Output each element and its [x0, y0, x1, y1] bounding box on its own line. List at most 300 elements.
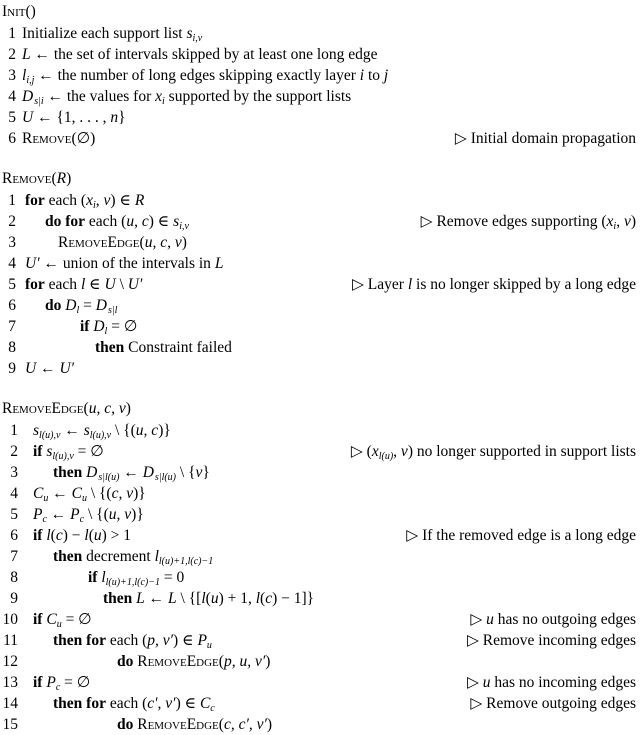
code-text — [53, 693, 215, 714]
procedure-name: Remove — [22, 130, 72, 147]
text-run: = ∅ — [60, 674, 91, 691]
text-run: l — [84, 527, 89, 544]
text-run: ▷ Remove outgoing edges — [470, 695, 636, 712]
text-run: D — [93, 318, 105, 335]
text-run: l — [46, 527, 51, 544]
text-run: C — [46, 611, 57, 628]
text-run: s — [83, 422, 90, 439]
keyword: for — [25, 192, 45, 209]
text-run: ) — [266, 716, 273, 733]
text-run: each ( — [105, 695, 148, 712]
text-run: c — [79, 514, 85, 525]
code-text — [53, 630, 212, 651]
keyword: if — [33, 527, 47, 544]
text-run: u — [210, 590, 219, 607]
text-run: U — [22, 109, 34, 126]
keyword: do for — [45, 213, 86, 230]
text-run: s — [186, 25, 193, 42]
procedure-name: Init — [2, 3, 26, 20]
text-run: = ∅ — [61, 611, 92, 628]
text-run: s — [33, 422, 40, 439]
line-number: 3 — [8, 234, 16, 251]
code-line — [0, 128, 640, 149]
code-text — [117, 714, 272, 735]
text-run: ) ∈ — [110, 192, 135, 209]
text-run: u — [486, 611, 494, 628]
comment — [449, 128, 636, 149]
comment — [346, 274, 636, 295]
procedure-title — [0, 398, 640, 420]
text-run: l — [407, 276, 413, 293]
code-text — [33, 504, 144, 525]
text-run: ▷ If the removed edge is a long edge — [406, 527, 636, 544]
text-run: )} — [131, 506, 144, 523]
text-run: L — [136, 590, 145, 607]
line-number: 4 — [10, 485, 18, 502]
line-number: 10 — [2, 611, 18, 628]
text-run: l(u),v — [89, 430, 112, 441]
code-text — [33, 420, 171, 441]
code-text — [95, 337, 232, 358]
text-run: u — [206, 640, 212, 651]
text-run: decrement — [82, 548, 155, 565]
keyword: if — [33, 611, 47, 628]
text-run: ) ∈ — [148, 213, 174, 230]
text-run: ( — [51, 170, 57, 187]
text-run: ← {1, . . . , — [33, 109, 111, 126]
text-run: c, v — [111, 485, 134, 502]
code-text — [80, 316, 137, 337]
code-text — [33, 525, 131, 546]
text-run: supported by the support lists — [164, 88, 352, 105]
code-text — [45, 211, 189, 232]
text-run: \ {[ — [176, 590, 202, 607]
text-run: x — [86, 192, 93, 209]
text-run: ← the values for — [43, 88, 156, 105]
text-run: u — [56, 619, 62, 630]
text-run: l — [255, 590, 261, 607]
code-line — [0, 462, 640, 483]
procedure-remove — [0, 168, 640, 379]
text-run: P — [197, 632, 207, 649]
line-number: 8 — [8, 339, 16, 356]
line-number: 15 — [2, 716, 18, 733]
text-run: , — [134, 213, 142, 230]
code-line — [0, 525, 640, 546]
text-run: i,v — [179, 221, 189, 232]
code-text — [22, 23, 202, 44]
text-run: v — [195, 464, 203, 481]
text-run: u, v — [108, 506, 132, 523]
procedure-title — [0, 168, 640, 190]
keyword: do — [45, 297, 66, 314]
code-text — [33, 441, 104, 462]
line-number: 6 — [10, 527, 18, 544]
comment — [400, 525, 636, 546]
text-run: u — [126, 213, 135, 230]
code-line — [0, 714, 640, 735]
text-run: ) > 1 — [101, 527, 132, 544]
text-run: u — [43, 493, 49, 504]
code-line — [0, 630, 640, 651]
text-run: ∈ — [85, 276, 105, 293]
code-text — [88, 567, 184, 588]
text-run: } — [118, 109, 126, 126]
code-text — [22, 128, 95, 149]
text-run: p, v′ — [147, 632, 174, 649]
text-run: ) — [265, 653, 271, 670]
text-run: ▷ Remove edges supporting ( — [420, 213, 607, 230]
comment — [464, 609, 636, 630]
text-run: c, c′, v′ — [223, 716, 267, 733]
text-run: U — [104, 276, 116, 293]
code-line — [0, 441, 640, 462]
line-number: 7 — [10, 548, 18, 565]
keyword: then for — [53, 632, 106, 649]
code-line — [0, 609, 640, 630]
text-run: c — [265, 590, 273, 607]
line-number: 1 — [8, 25, 16, 42]
text-run: } — [202, 464, 210, 481]
text-run: ← — [144, 590, 169, 607]
code-line — [0, 337, 640, 358]
code-line — [0, 190, 640, 211]
code-line — [0, 211, 640, 232]
text-run: ) − 1]} — [272, 590, 315, 607]
text-run: i — [162, 96, 165, 107]
keyword: if — [88, 569, 102, 586]
code-text — [22, 86, 351, 107]
line-number: 4 — [8, 88, 16, 105]
text-run: Constraint failed — [124, 339, 232, 356]
text-run: c — [55, 527, 63, 544]
text-run: () — [25, 3, 36, 20]
text-run: ← union of the intervals in — [39, 255, 215, 272]
text-run: R — [134, 192, 145, 209]
text-run: v — [400, 443, 408, 460]
text-run: u, c — [135, 422, 159, 439]
procedure-remove-edge — [0, 398, 640, 735]
keyword: do — [117, 653, 138, 670]
code-line — [0, 295, 640, 316]
line-number: 6 — [8, 297, 16, 314]
text-run: \ {( — [86, 485, 112, 502]
code-text — [45, 295, 117, 316]
text-run: ) − — [62, 527, 85, 544]
text-run: ( — [50, 527, 56, 544]
text-run: ( — [139, 234, 145, 251]
code-line — [0, 86, 640, 107]
text-run: l(u)+1,l(c)−1 — [158, 556, 214, 567]
keyword: do — [117, 716, 138, 733]
text-run: u — [93, 527, 102, 544]
text-run: u — [81, 493, 87, 504]
code-text — [25, 358, 74, 379]
keyword: then — [53, 464, 87, 481]
text-run: U — [25, 360, 37, 377]
keyword: then — [53, 548, 83, 565]
text-run: each ( — [105, 632, 148, 649]
comment — [461, 672, 636, 693]
procedure-name: RemoveEdge — [2, 400, 84, 417]
text-run: s — [46, 443, 53, 460]
text-run: P — [33, 506, 43, 523]
text-run: each ( — [85, 213, 127, 230]
procedure-name: Remove — [2, 170, 52, 187]
text-run: ) — [125, 400, 131, 417]
code-text — [25, 274, 142, 295]
line-number: 14 — [2, 695, 18, 712]
text-run: L — [168, 590, 177, 607]
text-run: u, c, v — [88, 400, 126, 417]
procedure-name: RemoveEdge — [137, 716, 219, 733]
line-number: 9 — [8, 360, 16, 377]
text-run: j — [383, 67, 389, 84]
text-run: l — [104, 326, 108, 337]
keyword: for — [25, 276, 45, 293]
text-run: ) ∈ — [175, 695, 200, 712]
text-run: v — [623, 213, 631, 230]
text-run: ▷ — [470, 611, 487, 628]
text-run: )} — [133, 485, 146, 502]
procedure-init — [0, 1, 640, 149]
code-line — [0, 546, 640, 567]
text-run: R — [56, 170, 67, 187]
text-run: , — [393, 443, 401, 460]
procedure-name: RemoveEdge — [137, 653, 219, 670]
comment — [464, 693, 636, 714]
line-number: 2 — [10, 443, 18, 460]
text-run: U′ — [127, 276, 143, 293]
text-run: each — [44, 276, 81, 293]
text-run: ← the set of intervals skipped by at least one long edge — [30, 46, 378, 63]
text-run: ▷ — [466, 674, 483, 691]
code-text — [103, 588, 314, 609]
text-run: ) — [630, 213, 636, 230]
line-number: 7 — [8, 318, 16, 335]
text-run: v — [103, 192, 111, 209]
text-run: D — [22, 88, 34, 105]
text-run: l(u),v — [39, 430, 61, 441]
text-run: i,j — [26, 75, 35, 86]
text-run: is no longer skipped by a long edge — [412, 276, 636, 293]
code-text — [22, 65, 388, 86]
superscript-subscript: s|i — [34, 96, 44, 107]
text-run: \ — [115, 276, 128, 293]
line-number: 2 — [8, 46, 16, 63]
text-run: ( — [205, 590, 211, 607]
comment — [461, 630, 636, 651]
text-run: ← — [46, 506, 71, 523]
code-line — [0, 253, 640, 274]
comment — [345, 441, 636, 462]
text-run: i — [359, 67, 365, 84]
text-run: l — [154, 548, 159, 565]
text-run: \ {( — [111, 422, 136, 439]
text-run: C — [33, 485, 44, 502]
text-run: c — [55, 682, 61, 693]
text-run: to — [364, 67, 384, 84]
text-run: ← — [48, 485, 72, 502]
code-text — [25, 190, 144, 211]
text-run: ( — [260, 590, 266, 607]
line-number: 4 — [8, 255, 16, 272]
text-run: P — [46, 674, 56, 691]
text-run: D — [86, 464, 98, 481]
procedure-title — [0, 1, 640, 23]
text-run: ← — [36, 360, 60, 377]
line-number: 9 — [10, 590, 18, 607]
text-run: ( — [88, 527, 94, 544]
text-run: ) + 1, — [218, 590, 256, 607]
line-number: 6 — [8, 130, 16, 147]
line-number: 5 — [10, 506, 18, 523]
keyword: if — [33, 674, 47, 691]
code-text — [53, 546, 213, 567]
text-run: ← — [119, 464, 143, 481]
text-run: ▷ Initial domain propagation — [454, 130, 636, 147]
text-run: U′ — [59, 360, 75, 377]
text-run: l(u),v — [52, 451, 74, 462]
text-run: each ( — [44, 192, 87, 209]
text-run: ( — [218, 716, 224, 733]
code-line — [0, 232, 640, 253]
code-text — [22, 107, 126, 128]
code-line — [0, 358, 640, 379]
text-run: x — [155, 88, 162, 105]
text-run: L — [214, 255, 224, 272]
text-run: )} — [158, 422, 171, 439]
code-text — [33, 609, 92, 630]
line-number: 3 — [10, 464, 18, 481]
text-run: \ { — [176, 464, 196, 481]
keyword: then — [95, 339, 125, 356]
text-run: , — [95, 192, 104, 209]
line-number: 1 — [8, 192, 16, 209]
superscript-subscript: s|l — [107, 305, 118, 316]
text-run: , — [616, 213, 624, 230]
code-text — [33, 483, 146, 504]
text-run: ) — [181, 234, 187, 251]
text-run: D — [142, 464, 154, 481]
code-text — [53, 462, 210, 483]
code-line — [0, 65, 640, 86]
text-run: Initialize each support list — [22, 25, 187, 42]
text-run: l — [101, 569, 106, 586]
line-number: 8 — [10, 569, 18, 586]
keyword: then — [103, 590, 137, 607]
keyword: if — [33, 443, 47, 460]
line-number: 3 — [8, 67, 16, 84]
code-line — [0, 588, 640, 609]
text-run: ← — [60, 422, 84, 439]
text-run: = 0 — [159, 569, 185, 586]
code-line — [0, 420, 640, 441]
text-run: ← the number of long edges skipping exactly layer — [34, 67, 360, 84]
text-run: l(u)+1,l(c)−1 — [105, 577, 160, 588]
text-run: ▷ Remove incoming edges — [466, 632, 636, 649]
text-run: u, c, v — [144, 234, 182, 251]
code-text — [33, 672, 90, 693]
line-number: 5 — [8, 109, 16, 126]
text-run: has no outgoing edges — [493, 611, 636, 628]
superscript-subscript: s|l(u) — [98, 472, 120, 483]
text-run: C — [71, 485, 82, 502]
text-run: ▷ Layer — [352, 276, 408, 293]
text-run: c′, v′ — [147, 695, 176, 712]
line-number: 2 — [8, 213, 16, 230]
text-run: = ∅ — [73, 443, 104, 460]
code-line — [0, 23, 640, 44]
text-run: l — [22, 67, 27, 84]
text-run: ▷ ( — [350, 443, 372, 460]
code-text — [22, 44, 378, 65]
text-run: c — [210, 703, 215, 714]
text-run: p, u, v′ — [223, 653, 266, 670]
text-run: D — [65, 297, 77, 314]
text-run: D — [95, 297, 107, 314]
code-line — [0, 316, 640, 337]
text-run: P — [70, 506, 80, 523]
superscript-subscript: s|l(u) — [154, 472, 177, 483]
text-run: n — [110, 109, 119, 126]
code-line — [0, 651, 640, 672]
line-number: 5 — [8, 276, 16, 293]
line-number: 1 — [10, 422, 18, 439]
text-run: C — [199, 695, 211, 712]
text-run: c — [141, 213, 149, 230]
code-line — [0, 107, 640, 128]
code-text — [25, 253, 223, 274]
code-text — [117, 651, 270, 672]
text-run: l — [76, 305, 80, 316]
text-run: i — [613, 221, 617, 232]
code-line — [0, 672, 640, 693]
keyword: then for — [53, 695, 106, 712]
text-run: \ {( — [84, 506, 109, 523]
text-run: l — [201, 590, 206, 607]
text-run: c — [42, 514, 47, 525]
code-line — [0, 274, 640, 295]
text-run: s — [173, 213, 180, 230]
text-run: x — [371, 443, 379, 460]
code-text — [58, 232, 187, 253]
text-run: l — [80, 276, 86, 293]
text-run: U′ — [25, 255, 40, 272]
procedure-name: RemoveEdge — [58, 234, 140, 251]
text-run: i — [93, 200, 96, 211]
line-number: 12 — [2, 653, 18, 670]
text-run: l(u) — [378, 451, 394, 462]
text-run: L — [22, 46, 31, 63]
text-run: = — [79, 297, 96, 314]
text-run: = ∅ — [107, 318, 138, 335]
code-line — [0, 483, 640, 504]
code-line — [0, 44, 640, 65]
text-run: i,v — [192, 33, 203, 44]
text-run: ) no longer supported in support lists — [407, 443, 636, 460]
code-line — [0, 504, 640, 525]
code-line — [0, 567, 640, 588]
text-run: ) ∈ — [173, 632, 198, 649]
text-run: ( — [218, 653, 224, 670]
line-number: 13 — [2, 674, 18, 691]
text-run: u — [482, 674, 491, 691]
keyword: if — [80, 318, 94, 335]
text-run: (∅) — [71, 130, 96, 147]
line-number: 11 — [3, 632, 18, 649]
text-run: x — [606, 213, 614, 230]
